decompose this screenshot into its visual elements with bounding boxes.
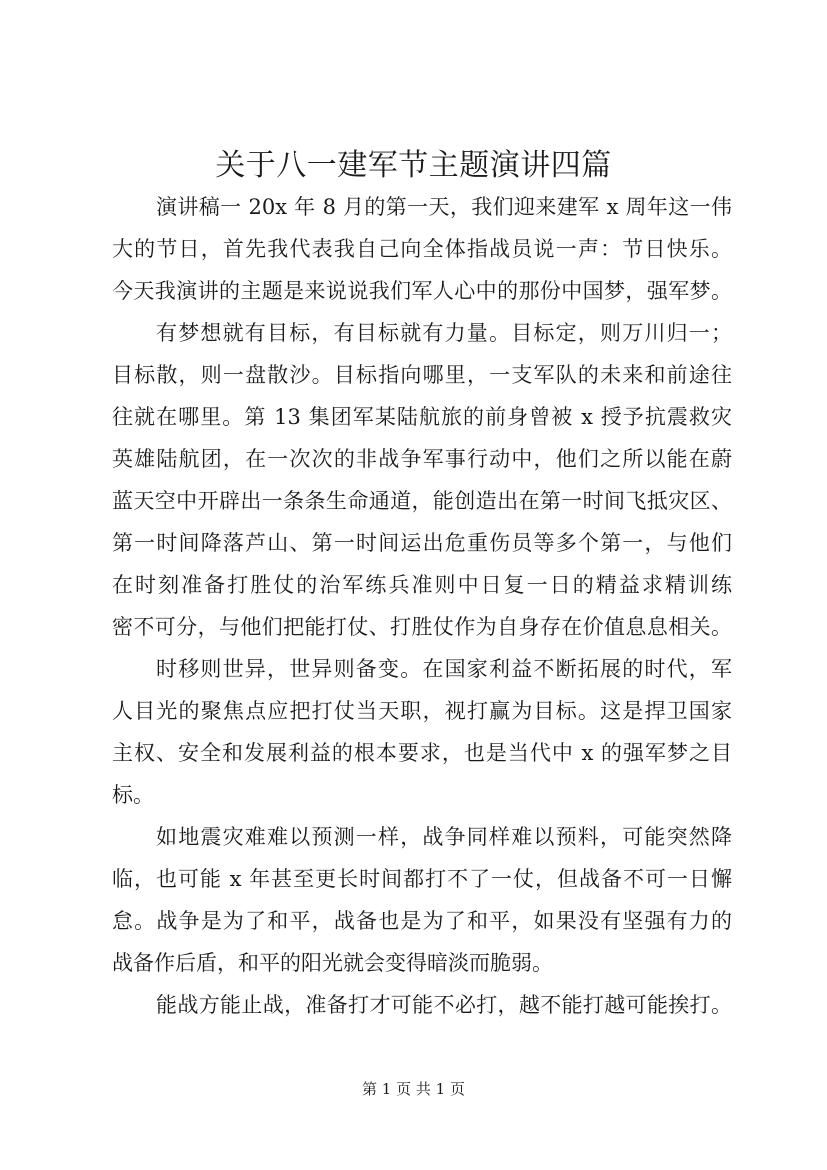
paragraph: [112, 312, 732, 648]
text-line: 有梦想就有目标，有目标就有力量。目标定，则万川归一；: [156, 321, 732, 345]
text-line: 密不可分，与他们把能打仗、打胜仗作为自身存在价值息息相关。: [112, 615, 732, 639]
text-line: 第一时间降落芦山、第一时间运出危重伤员等多个第一，与他们: [112, 531, 732, 555]
text-line: 主权、安全和发展利益的根本要求，也是当代中 x 的强军梦之目: [112, 741, 732, 765]
text-line: 往就在哪里。第 13 集团军某陆航旅的前身曾被 x 授予抗震救灾: [112, 405, 732, 429]
paragraph: [112, 984, 732, 1026]
text-line: 大的节日，首先我代表我自己向全体指战员说一声：节日快乐。: [112, 237, 732, 261]
text-line: 演讲稿一 20x 年 8 月的第一天，我们迎来建军 x 周年这一伟: [156, 195, 732, 219]
text-line: 目标散，则一盘散沙。目标指向哪里，一支军队的未来和前途往: [112, 363, 732, 387]
paragraph: [112, 648, 732, 816]
text-line: 临，也可能 x 年甚至更长时间都打不了一仗，但战备不可一日懈: [112, 867, 732, 891]
text-line: 标。: [112, 783, 154, 807]
text-line: 战备作后盾，和平的阳光就会变得暗淡而脆弱。: [112, 951, 553, 975]
text-line: 在时刻准备打胜仗的治军练兵准则中日复一日的精益求精训练: [112, 573, 732, 597]
page-footer: 第 1 页 共 1 页: [362, 1080, 465, 1098]
text-line: 怠。战争是为了和平，战备也是为了和平，如果没有坚强有力的: [112, 909, 732, 933]
paragraph: [112, 816, 732, 984]
text-line: 英雄陆航团，在一次次的非战争军事行动中，他们之所以能在蔚: [112, 447, 732, 471]
paragraph: [112, 186, 732, 312]
text-line: 今天我演讲的主题是来说说我们军人心中的那份中国梦，强军梦。: [112, 279, 732, 303]
text-line: 能战方能止战，准备打才可能不必打，越不能打越可能挨打。: [156, 993, 732, 1017]
text-line: 人目光的聚焦点应把打仗当天职，视打赢为目标。这是捍卫国家: [112, 699, 732, 723]
text-line: 时移则世异，世异则备变。在国家利益不断拓展的时代，军: [156, 657, 732, 681]
text-line: 蓝天空中开辟出一条条生命通道，能创造出在第一时间飞抵灾区、: [112, 489, 732, 513]
document-body: [112, 186, 732, 1026]
document-title: 关于八一建军节主题演讲四篇: [215, 148, 612, 183]
text-line: 如地震灾难难以预测一样，战争同样难以预料，可能突然降: [156, 825, 732, 849]
